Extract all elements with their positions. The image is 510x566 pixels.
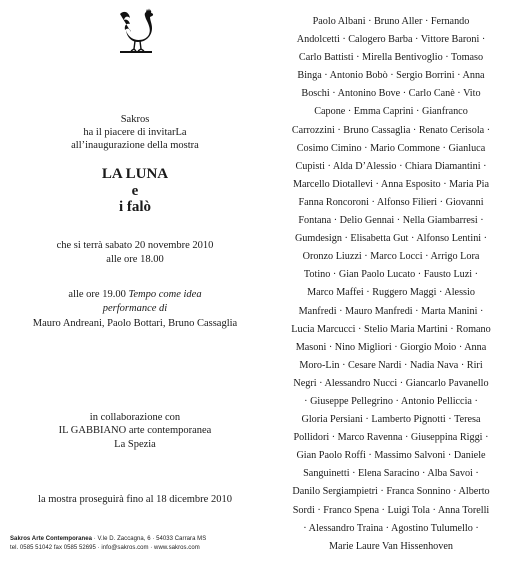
artist-line: · Giuseppe Pellegrino · Antonio Pelliccia ·: [304, 395, 478, 407]
artist-line: Andolcetti · Calogero Barba · Vittore Baroni ·: [296, 34, 486, 46]
artist-line: Danilo Sergiampietri · Franca Sonnino · Alberto: [292, 486, 490, 498]
artist-line: Binga · Antonio Bobò · Sergio Borrini · Anna: [297, 70, 485, 82]
closing-date: la mostra proseguirà fino al 18 dicembre 2010: [38, 494, 232, 505]
artist-line: Cosimo Cimino · Mario Commone · Gianluca: [296, 142, 486, 154]
host-name: Sakros: [120, 114, 150, 125]
artist-line: Moro-Lin · Cesare Nardi · Nadia Nava · Riri: [299, 359, 483, 371]
artist-line: Pollidori · Marco Ravenna · Giuseppina Riggi ·: [293, 432, 489, 444]
artist-line: · Alessandro Traina · Agostino Tulumello ·: [303, 522, 479, 534]
artist-line: Capone · Emma Caprini · Gianfranco: [314, 106, 468, 118]
date-line: che si terrà sabato 20 novembre 2010: [56, 240, 214, 251]
artist-list: [276, 13, 506, 556]
artist-line: Carlo Battisti · Mirella Bentivoglio · Tomaso: [298, 52, 484, 64]
artist-line: Oronzo Liuzzi · Marco Locci · Arrigo Lora: [302, 251, 480, 263]
performance-hour: alle ore 19.00: [68, 289, 126, 300]
exhibition-title-1: LA LUNA: [101, 166, 169, 182]
artist-line: Marcello Diotallevi · Anna Esposito · Maria Pia: [292, 178, 490, 190]
footer-address: [10, 535, 270, 544]
artist-line: Totino · Gian Paolo Lucato · Fausto Luzi ·: [303, 269, 479, 281]
artist-line: Sanguinetti · Elena Saracino · Alba Savoi ·: [303, 468, 479, 480]
collaboration-city: La Spezia: [114, 439, 156, 450]
invite-line: ha il piacere di invitarLa: [83, 127, 187, 138]
artist-line: Fanna Roncoroni · Alfonso Filieri · Giovanni: [298, 196, 484, 208]
artist-line: Gloria Persiani · Lamberto Pignotti · Teresa: [301, 414, 481, 426]
time-line: alle ore 18.00: [106, 254, 164, 265]
artist-line: Cupisti · Alda D’Alessio · Chiara Diamantini ·: [295, 160, 487, 172]
artist-line: Marco Maffei · Ruggero Maggi · Alessio: [307, 287, 475, 299]
exhibition-title-2: e: [131, 183, 139, 199]
opening-line: all’inaugurazione della mostra: [71, 140, 199, 151]
performers: Mauro Andreani, Paolo Bottari, Bruno Cassaglia: [32, 318, 238, 329]
collaboration-line: in collaborazione con: [89, 412, 181, 423]
artist-line: Gian Paolo Roffi · Massimo Salvoni · Daniele: [296, 450, 486, 462]
artist-line: Fontana · Delio Gennai · Nella Giambarresi ·: [298, 215, 484, 227]
rooster-icon: [116, 8, 156, 54]
artist-line: Manfredi · Mauro Manfredi · Marta Manini ·: [298, 305, 484, 317]
artist-line: Negri · Alessandro Nucci · Giancarlo Pavanello: [293, 377, 489, 389]
artist-line: Lucia Marcucci · Stelio Maria Martini · Romano: [291, 323, 491, 335]
footer-street: · V.le D. Zaccagna, 6 · 54033 Carrara MS: [92, 536, 207, 542]
collaboration-partner: IL GABBIANO arte contemporanea: [58, 425, 212, 436]
artist-line: Boschi · Antonino Bove · Carlo Canè · Vito: [301, 88, 481, 100]
footer-org: Sakros Arte Contemporanea: [10, 536, 93, 542]
artist-line: Marie Laure Van Hissenhoven: [328, 540, 453, 552]
artist-line: Gumdesign · Elisabetta Gut · Alfonso Lentini ·: [294, 233, 488, 245]
artist-line: Sordi · Franco Spena · Luigi Tola · Anna Torelli: [292, 504, 490, 516]
artist-line: Masoni · Nino Migliori · Giorgio Moio · Anna: [295, 341, 487, 353]
performance-title: Tempo come idea: [128, 289, 202, 300]
artist-line: Carrozzini · Bruno Cassaglia · Renato Cerisola ·: [291, 124, 491, 136]
exhibition-title-3: i falò: [118, 199, 152, 215]
artist-line: Paolo Albani · Bruno Aller · Fernando: [312, 16, 470, 27]
performance-label: performance di: [102, 303, 168, 314]
performance-time: [0, 288, 270, 301]
footer-contacts: tel. 0585 51042 fax 0585 52695 · info@sakros.com · www.sakros.com: [10, 545, 200, 551]
